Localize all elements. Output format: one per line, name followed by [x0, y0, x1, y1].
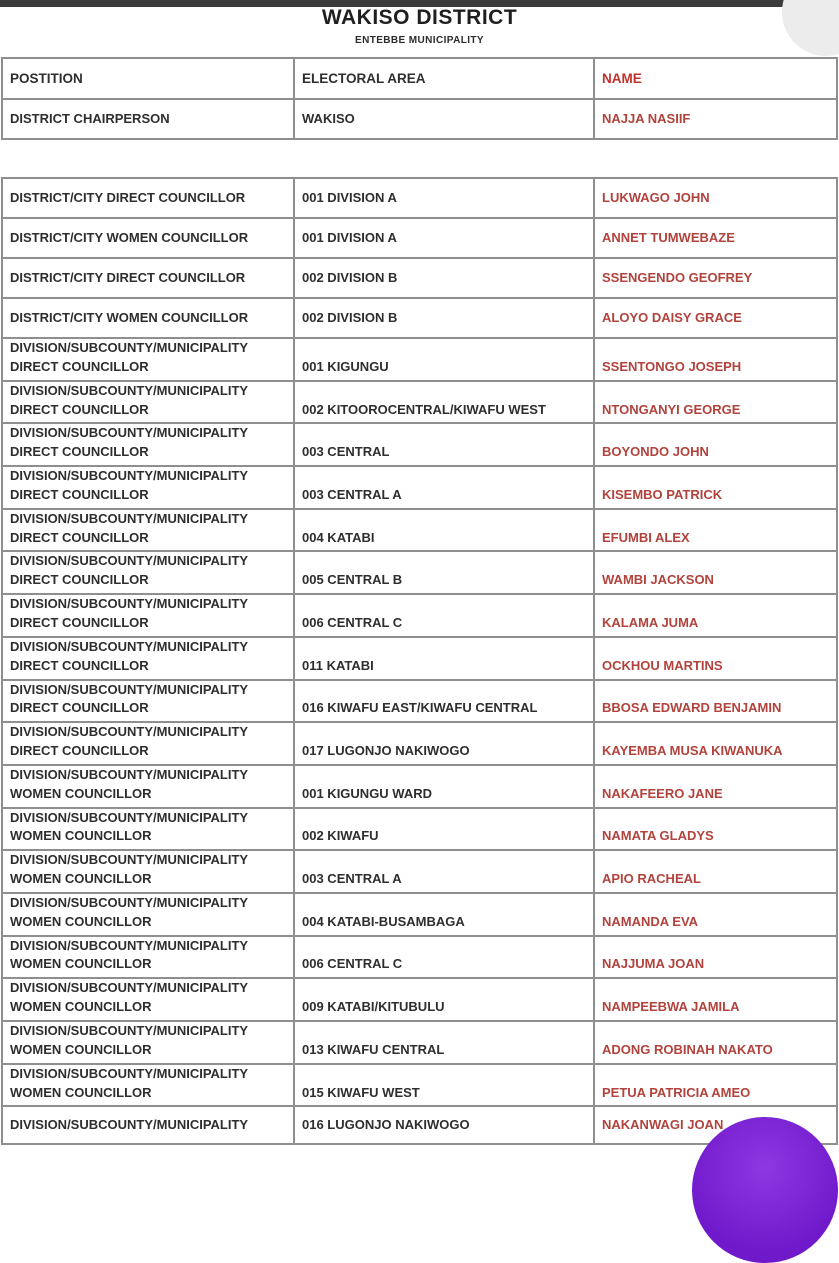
area-cell: 002 KITOOROCENTRAL/KIWAFU WEST	[294, 381, 594, 424]
area-cell: WAKISO	[294, 99, 594, 139]
name-cell: OCKHOU MARTINS	[594, 637, 837, 680]
name-cell: NTONGANYI GEORGE	[594, 381, 837, 424]
position-cell: DISTRICT/CITY WOMEN COUNCILLOR	[2, 298, 294, 338]
position-cell: DIVISION/SUBCOUNTY/MUNICIPALITY	[2, 1106, 294, 1144]
name-cell: PETUA PATRICIA AMEO	[594, 1064, 837, 1107]
position-cell: DIVISION/SUBCOUNTY/MUNICIPALITY WOMEN COUNCILLOR	[2, 1021, 294, 1064]
table-header-row	[2, 58, 837, 99]
position-cell: DISTRICT/CITY WOMEN COUNCILLOR	[2, 218, 294, 258]
table-row	[2, 258, 837, 298]
name-cell: NAMANDA EVA	[594, 893, 837, 936]
area-cell: 001 KIGUNGU	[294, 338, 594, 381]
position-cell: DIVISION/SUBCOUNTY/MUNICIPALITY DIRECT COUNCILLOR	[2, 381, 294, 424]
table-row	[2, 551, 837, 594]
name-cell: KALAMA JUMA	[594, 594, 837, 637]
position-cell: DIVISION/SUBCOUNTY/MUNICIPALITY DIRECT COUNCILLOR	[2, 637, 294, 680]
table-row	[2, 850, 837, 893]
position-cell: DIVISION/SUBCOUNTY/MUNICIPALITY WOMEN COUNCILLOR	[2, 808, 294, 851]
area-cell: 017 LUGONJO NAKIWOGO	[294, 722, 594, 765]
position-cell: DISTRICT/CITY DIRECT COUNCILLOR	[2, 178, 294, 218]
area-cell: 002 KIWAFU	[294, 808, 594, 851]
name-cell: BOYONDO JOHN	[594, 423, 837, 466]
name-cell: APIO RACHEAL	[594, 850, 837, 893]
position-cell: DIVISION/SUBCOUNTY/MUNICIPALITY DIRECT COUNCILLOR	[2, 594, 294, 637]
page-subtitle: ENTEBBE MUNICIPALITY	[355, 35, 484, 46]
area-cell: 004 KATABI	[294, 509, 594, 552]
position-cell: DIVISION/SUBCOUNTY/MUNICIPALITY WOMEN COUNCILLOR	[2, 1064, 294, 1107]
table-row	[2, 978, 837, 1021]
area-cell: 003 CENTRAL	[294, 423, 594, 466]
area-cell: 002 DIVISION B	[294, 258, 594, 298]
name-cell: NAKANWAGI JOAN	[594, 1106, 837, 1144]
position-cell: DIVISION/SUBCOUNTY/MUNICIPALITY WOMEN COUNCILLOR	[2, 978, 294, 1021]
name-cell: NAKAFEERO JANE	[594, 765, 837, 808]
name-cell: SSENGENDO GEOFREY	[594, 258, 837, 298]
table-row	[2, 423, 837, 466]
position-cell: DIVISION/SUBCOUNTY/MUNICIPALITY DIRECT COUNCILLOR	[2, 680, 294, 723]
area-cell: 003 CENTRAL A	[294, 466, 594, 509]
name-cell: NAJJUMA JOAN	[594, 936, 837, 979]
area-cell: 003 CENTRAL A	[294, 850, 594, 893]
area-cell: 001 KIGUNGU WARD	[294, 765, 594, 808]
table-row	[2, 936, 837, 979]
table-row	[2, 808, 837, 851]
name-cell: WAMBI JACKSON	[594, 551, 837, 594]
table-row	[2, 722, 837, 765]
table-row	[2, 178, 837, 218]
area-cell: 001 DIVISION A	[294, 178, 594, 218]
table-row	[2, 338, 837, 381]
table-row	[2, 99, 837, 139]
area-cell: 016 LUGONJO NAKIWOGO	[294, 1106, 594, 1144]
area-cell: 015 KIWAFU WEST	[294, 1064, 594, 1107]
page-title: WAKISO DISTRICT	[321, 6, 518, 29]
name-cell: SSENTONGO JOSEPH	[594, 338, 837, 381]
name-cell: ANNET TUMWEBAZE	[594, 218, 837, 258]
position-cell: DIVISION/SUBCOUNTY/MUNICIPALITY DIRECT COUNCILLOR	[2, 509, 294, 552]
position-cell: DIVISION/SUBCOUNTY/MUNICIPALITY WOMEN COUNCILLOR	[2, 893, 294, 936]
table-row	[2, 637, 837, 680]
councillors-table	[1, 177, 838, 1145]
table-row	[2, 1021, 837, 1064]
table-row	[2, 466, 837, 509]
table-row	[2, 893, 837, 936]
position-cell: DIVISION/SUBCOUNTY/MUNICIPALITY DIRECT COUNCILLOR	[2, 338, 294, 381]
area-cell: 006 CENTRAL C	[294, 936, 594, 979]
position-cell: DIVISION/SUBCOUNTY/MUNICIPALITY DIRECT COUNCILLOR	[2, 551, 294, 594]
position-cell: DISTRICT CHAIRPERSON	[2, 99, 294, 139]
position-cell: DIVISION/SUBCOUNTY/MUNICIPALITY DIRECT COUNCILLOR	[2, 423, 294, 466]
position-cell: DIVISION/SUBCOUNTY/MUNICIPALITY WOMEN COUNCILLOR	[2, 850, 294, 893]
area-cell: 006 CENTRAL C	[294, 594, 594, 637]
name-cell: ALOYO DAISY GRACE	[594, 298, 837, 338]
name-cell: NAMPEEBWA JAMILA	[594, 978, 837, 1021]
area-cell: 004 KATABI-BUSAMBAGA	[294, 893, 594, 936]
table-row	[2, 765, 837, 808]
name-cell: LUKWAGO JOHN	[594, 178, 837, 218]
area-cell: 001 DIVISION A	[294, 218, 594, 258]
name-cell: NAMATA GLADYS	[594, 808, 837, 851]
position-cell: DIVISION/SUBCOUNTY/MUNICIPALITY DIRECT COUNCILLOR	[2, 722, 294, 765]
name-cell: KISEMBO PATRICK	[594, 466, 837, 509]
table-row	[2, 594, 837, 637]
position-cell: DIVISION/SUBCOUNTY/MUNICIPALITY WOMEN COUNCILLOR	[2, 936, 294, 979]
area-cell: 002 DIVISION B	[294, 298, 594, 338]
col-header-name: NAME	[594, 58, 837, 99]
name-cell: BBOSA EDWARD BENJAMIN	[594, 680, 837, 723]
area-cell: 009 KATABI/KITUBULU	[294, 978, 594, 1021]
position-cell: DISTRICT/CITY DIRECT COUNCILLOR	[2, 258, 294, 298]
name-cell: EFUMBI ALEX	[594, 509, 837, 552]
position-cell: DIVISION/SUBCOUNTY/MUNICIPALITY DIRECT COUNCILLOR	[2, 466, 294, 509]
table-row	[2, 680, 837, 723]
area-cell: 016 KIWAFU EAST/KIWAFU CENTRAL	[294, 680, 594, 723]
name-cell: NAJJA NASIIF	[594, 99, 837, 139]
area-cell: 005 CENTRAL B	[294, 551, 594, 594]
name-cell: KAYEMBA MUSA KIWANUKA	[594, 722, 837, 765]
table-row	[2, 218, 837, 258]
col-header-position: POSTITION	[2, 58, 294, 99]
table-row	[2, 381, 837, 424]
table-row	[2, 509, 837, 552]
area-cell: 013 KIWAFU CENTRAL	[294, 1021, 594, 1064]
floating-action-button[interactable]	[692, 1117, 838, 1263]
position-cell: DIVISION/SUBCOUNTY/MUNICIPALITY WOMEN COUNCILLOR	[2, 765, 294, 808]
summary-table	[1, 57, 838, 140]
name-cell: ADONG ROBINAH NAKATO	[594, 1021, 837, 1064]
table-row	[2, 1064, 837, 1107]
col-header-electoral-area: ELECTORAL AREA	[294, 58, 594, 99]
area-cell: 011 KATABI	[294, 637, 594, 680]
table-row	[2, 298, 837, 338]
